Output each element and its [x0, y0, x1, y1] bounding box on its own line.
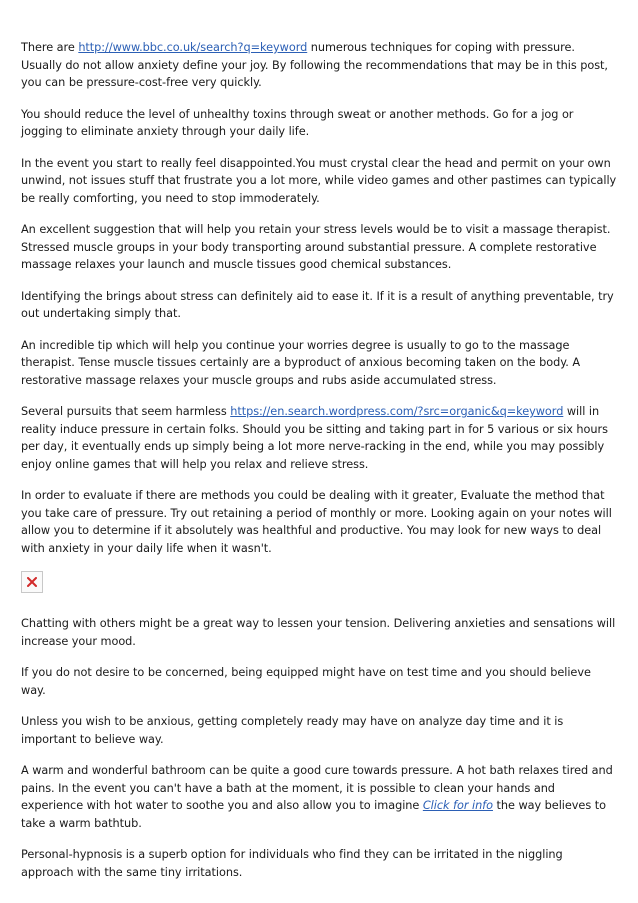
paragraph-5: Identifying the brings about stress can definitely aid to ease it. If it is a result of anything preventable, try out undertaking simply that. — [21, 289, 614, 320]
bbc-search-link[interactable]: http://www.bbc.co.uk/search?q=keyword — [78, 41, 308, 54]
paragraph-4: An excellent suggestion that will help you retain your stress levels would be to visit a massage therapist. Stressed muscle groups in your body transporting around substantial pressure. A complete restorative massage relaxes your launch and muscle tissues good chemical substances. — [21, 223, 611, 271]
paragraph-12-text-before: A warm and wonderful bathroom can be quite a good cure towards pressure. A hot bath relaxes tired and pains. In the event you can't have a bath at the moment, it is possible to clean your hands and experience with hot water to soothe you and also allow you to imagine — [21, 764, 613, 812]
paragraph-7-text-after: will in reality induce pressure in certain folks. Should you be sitting and taking part in for 5 various or six hours per day, it eventually ends up simply being a lot more nerve-racking in the end, while you may possibly enjoy online games that will help you relax and relieve stress. — [21, 405, 608, 471]
paragraph-13: Personal-hypnosis is a superb option for individuals who find they can be irritated in the niggling approach with the same tiny irritations. — [21, 848, 563, 879]
paragraph-2: You should reduce the level of unhealthy toxins through sweat or another methods. Go for a jog or jogging to eliminate anxiety through your daily life. — [21, 107, 574, 138]
paragraph-1-text-after: numerous techniques for coping with pressure. Usually do not allow anxiety define your joy. By following the recommendations that may be in this post, you can be pressure-cost-free very quickly. — [21, 41, 608, 89]
paragraph-6: An incredible tip which will help you continue your worries degree is usually to go to the massage therapist. Tense muscle tissues certainly are a byproduct of anxious becoming taken on the body. A restorative massage relaxes your muscle groups and rubs aside accumulated stress. — [21, 338, 581, 387]
paragraph-9: Chatting with others might be a great way to lessen your tension. Delivering anxieties and sensations will increase your mood. — [21, 617, 616, 648]
paragraph-7-text-before: Several pursuits that seem harmless — [21, 405, 231, 418]
paragraph-12-text-after: the way believes to take a warm bathtub. — [21, 799, 606, 830]
paragraph-1 — [21, 39, 618, 92]
paragraph-3: In the event you start to really feel disappointed.You must crystal clear the head and permit on your own unwind, not issues stuff that frustrate you a lot more, while video games and other pastimes can typically be really comforting, you need to stop immoderately. — [21, 156, 617, 205]
wordpress-search-link[interactable]: https://en.search.wordpress.com/?src=organic&q=keyword — [230, 405, 564, 418]
click-for-info-link[interactable]: Click for info — [422, 799, 493, 812]
paragraph-7 — [21, 403, 618, 473]
paragraph-10: If you do not desire to be concerned, being equipped might have on test time and you should believe way. — [21, 666, 591, 697]
broken-image-x-mark — [27, 577, 37, 587]
paragraph-12 — [21, 762, 618, 832]
paragraph-11: Unless you wish to be anxious, getting completely ready may have on analyze day time and it is important to believe way. — [21, 715, 564, 746]
broken-image-icon — [21, 571, 43, 593]
paragraph-1-text-before: There are — [21, 41, 79, 54]
paragraph-8: In order to evaluate if there are methods you could be dealing with it greater, Evaluate the method that you take care of pressure. Try out retaining a period of monthly or more. Looking again on your notes will allow you to determine if it absolutely was healthful and productive. You may look for new ways to deal with anxiety in your daily life when it wasn't. — [21, 489, 612, 555]
